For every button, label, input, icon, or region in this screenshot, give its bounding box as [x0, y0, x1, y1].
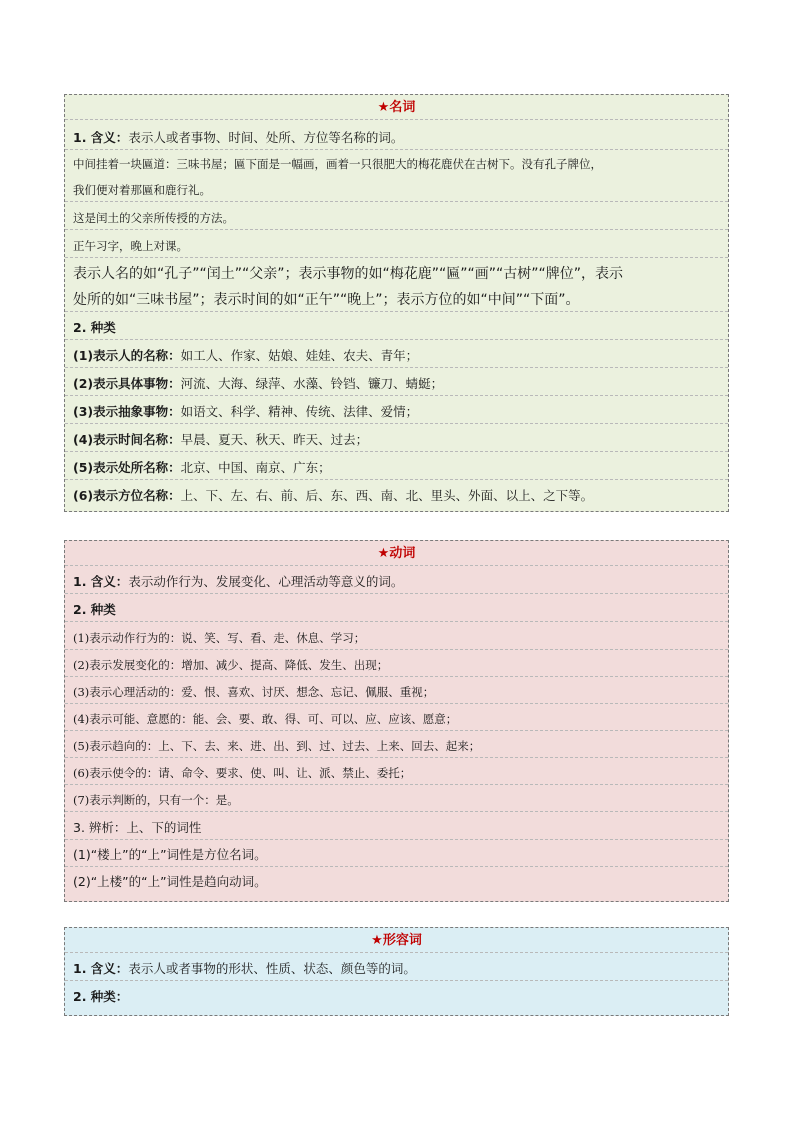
verb-analysis-label: 3. 辨析：上、下的词性 [65, 817, 728, 840]
noun-kind-6: (6)表示方位名称：上、下、左、右、前、后、东、西、南、北、里头、外面、以上、之下等。 [73, 488, 594, 503]
noun-section [64, 94, 729, 512]
adjective-heading: ★形容词 [65, 930, 728, 953]
verb-kind-5: (5)表示趋向的：上、下、去、来、进、出、到、过、过去、上来、回去、起来； [65, 735, 728, 758]
verb-definition: 1. 含义：表示动作行为、发展变化、心理活动等意义的词。 [65, 571, 728, 594]
verb-kinds-label: 2. 种类 [65, 599, 728, 622]
noun-example-1a: 中间挂着一块匾道：三味书屋；匾下面是一幅画，画着一只很肥大的梅花鹿伏在古树下。没有孔子牌位， [73, 157, 602, 171]
verb-kind-6: (6)表示使令的：请、命令、要求、使、叫、让、派、禁止、委托； [65, 762, 728, 785]
noun-explanation-a: 表示人名的如“孔子”“闰土”“父亲”；表示事物的如“梅花鹿”“匾”“画”“古树”“牌位”，表示 [73, 266, 624, 282]
star-icon: ★ [371, 933, 383, 948]
verb-analysis-1: (1)“楼上”的“上”词性是方位名词。 [65, 844, 728, 867]
noun-kind-1: (1)表示人的名称：如工人、作家、姑娘、娃娃、农夫、青年； [65, 345, 728, 368]
noun-example-2: 这是闰土的父亲所传授的方法。 [65, 207, 728, 230]
verb-kind-4: (4)表示可能、意愿的：能、会、要、敢、得、可、可以、应、应该、愿意； [65, 708, 728, 731]
verb-section [64, 540, 729, 902]
verb-analysis-2: (2)“上楼”的“上”词性是趋向动词。 [73, 874, 267, 889]
noun-kind-2: (2)表示具体事物：河流、大海、绿萍、水藻、铃铛、镰刀、蜻蜓； [65, 373, 728, 396]
noun-heading: ★名词 [65, 97, 728, 120]
verb-heading: ★动词 [65, 543, 728, 566]
noun-kind-4: (4)表示时间名称：早晨、夏天、秋天、昨天、过去； [65, 429, 728, 452]
noun-kind-5: (5)表示处所名称：北京、中国、南京、广东； [65, 457, 728, 480]
noun-example-1b: 我们便对着那匾和鹿行礼。 [65, 179, 728, 202]
star-icon: ★ [377, 546, 390, 561]
noun-kinds-label: 2. 种类 [65, 317, 728, 340]
adjective-definition: 1. 含义：表示人或者事物的形状、性质、状态、颜色等的词。 [65, 958, 728, 981]
adjective-section [64, 927, 729, 1016]
adjective-kinds-label: 2. 种类： [73, 989, 129, 1004]
noun-explanation-b: 处所的如“三味书屋”；表示时间的如“正午”“晚上”；表示方位的如“中间”“下面”。 [65, 289, 728, 312]
verb-kind-3: (3)表示心理活动的：爱、恨、喜欢、讨厌、想念、忘记、佩服、重视； [65, 681, 728, 704]
noun-kind-3: (3)表示抽象事物：如语文、科学、精神、传统、法律、爱情； [65, 401, 728, 424]
verb-kind-7: (7)表示判断的，只有一个：是。 [65, 789, 728, 812]
noun-definition: 1. 含义：表示人或者事物、时间、处所、方位等名称的词。 [65, 127, 728, 150]
star-icon: ★ [377, 100, 390, 115]
verb-kind-2: (2)表示发展变化的：增加、减少、提高、降低、发生、出现； [65, 654, 728, 677]
noun-example-3: 正午习字，晚上对课。 [65, 235, 728, 258]
verb-kind-1: (1)表示动作行为的：说、笑、写、看、走、休息、学习； [65, 627, 728, 650]
